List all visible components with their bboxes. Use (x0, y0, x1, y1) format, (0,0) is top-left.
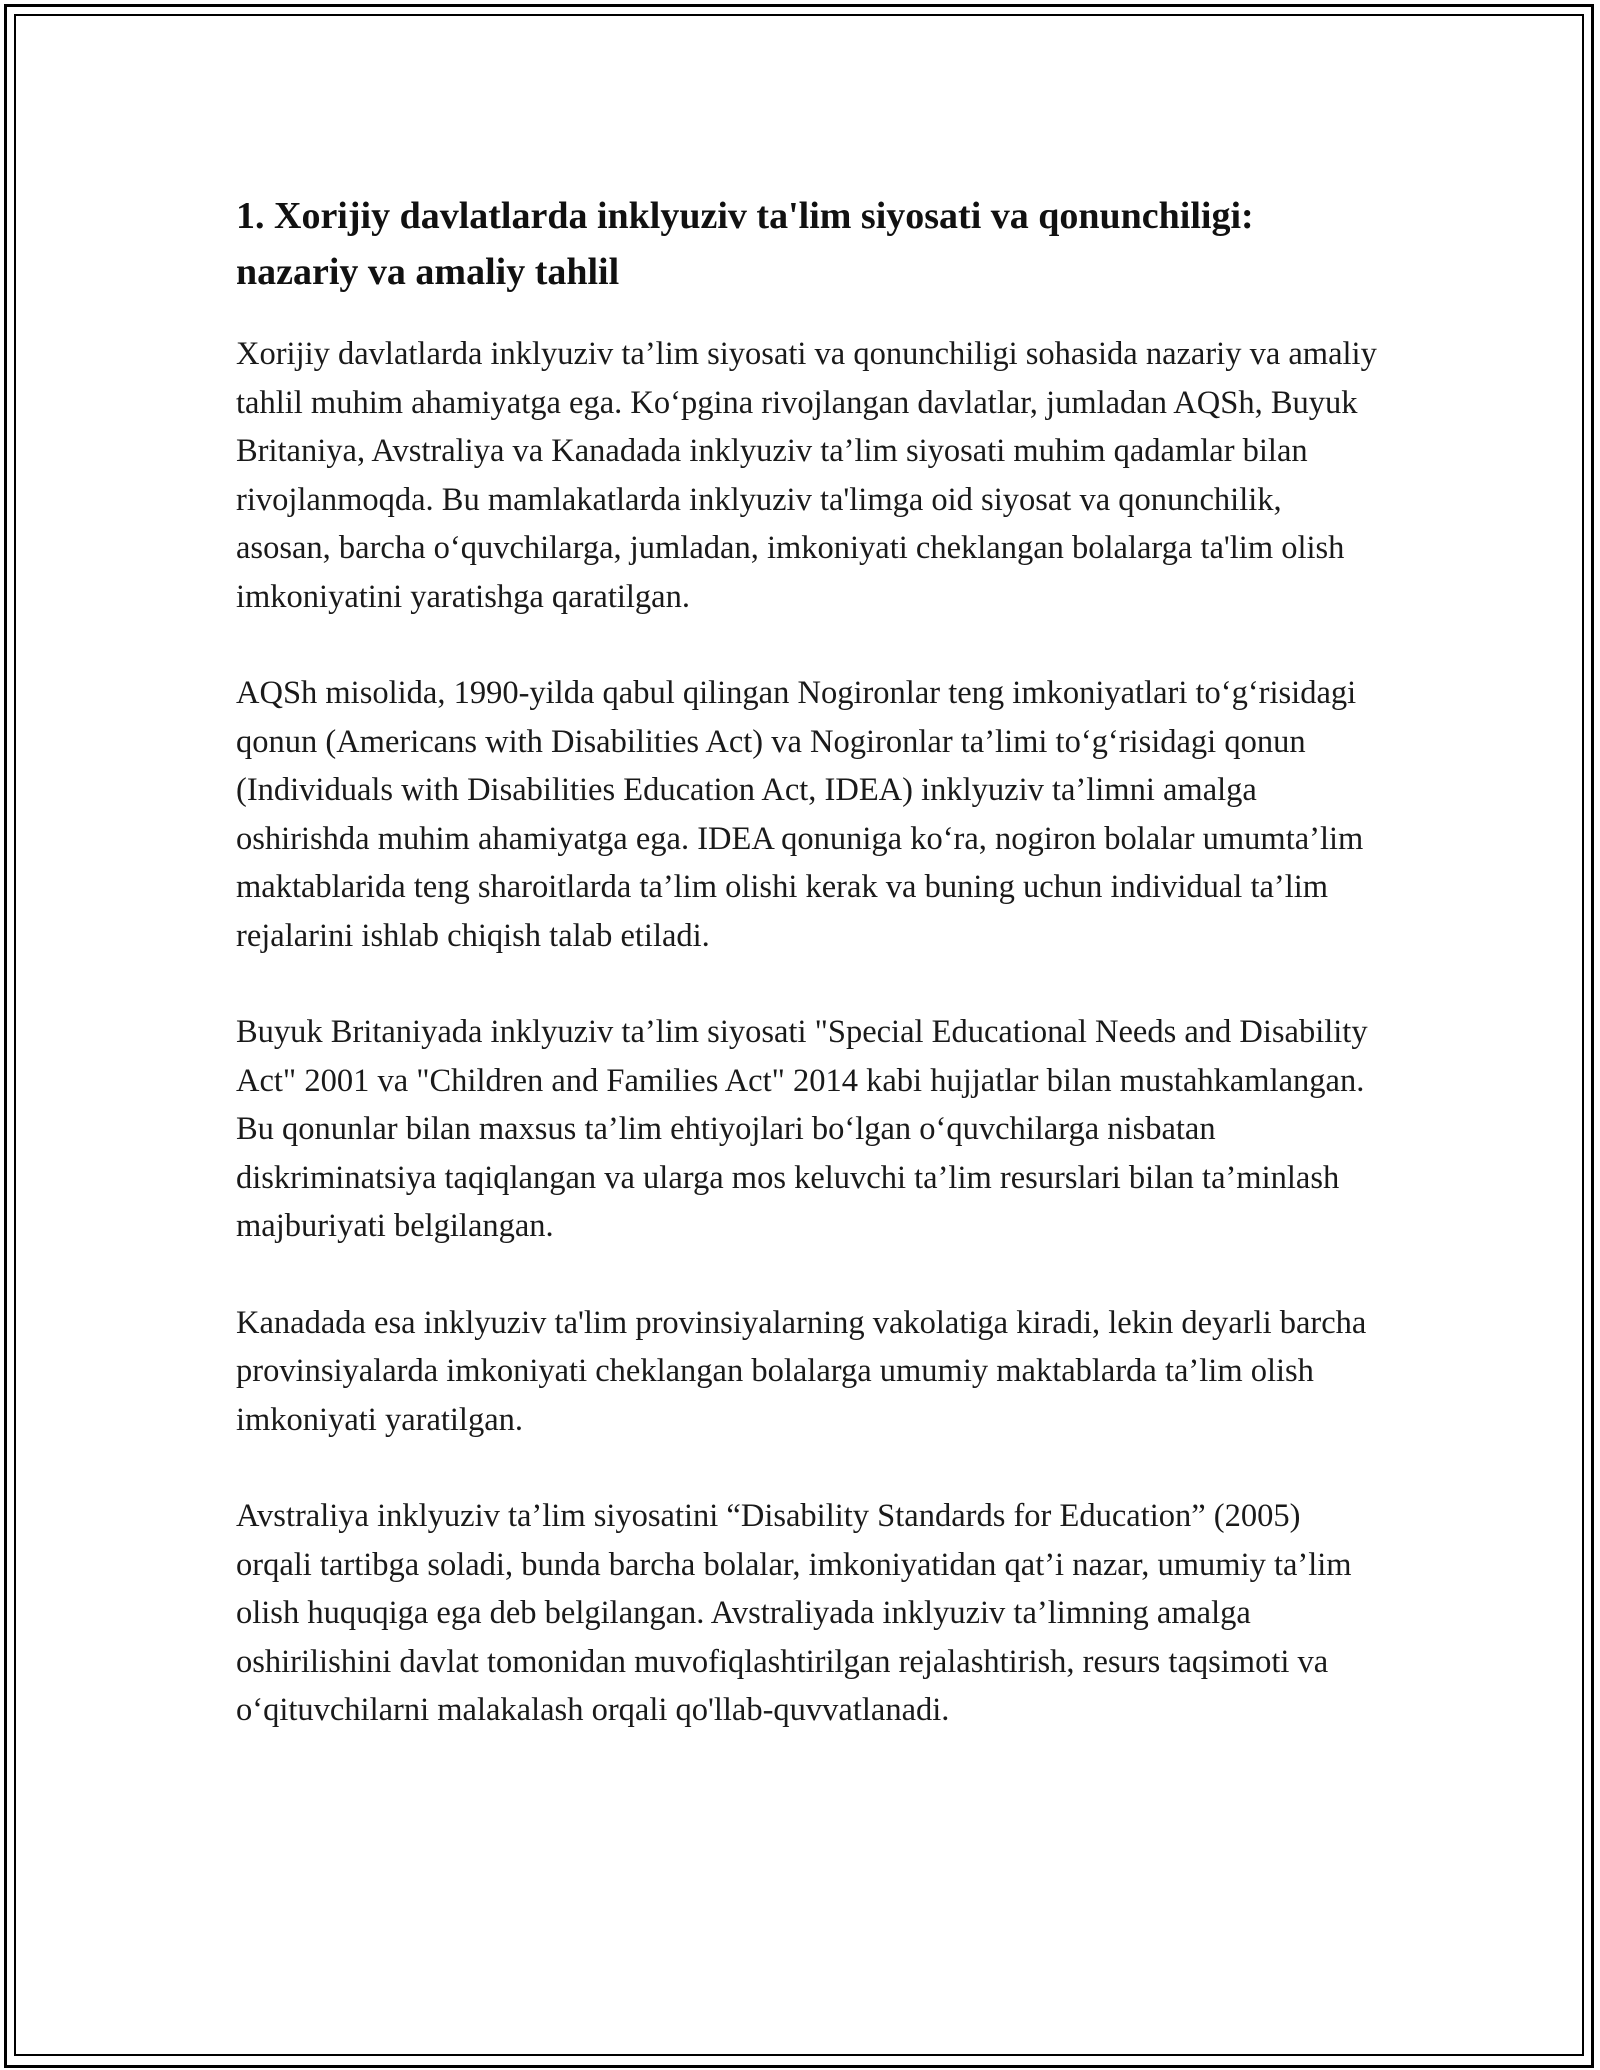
paragraph-intro: Xorijiy davlatlarda inklyuziv ta’lim siyosati va qonunchiligi sohasida nazariy va amaliy tahlil muhim ahamiyatga ega. Koʻpgina rivojlangan davlatlar, jumladan AQSh, Buyuk Britaniya, Avstraliya va Kanadada inklyuziv ta’lim siyosati muhim qadamlar bilan rivojlanmoqda. Bu mamlakatlarda inklyuziv ta'limga oid siyosat va qonunchilik, asosan, barcha oʻquvchilarga, jumladan, imkoniyati cheklangan bolalarga ta'lim olish imkoniyatini yaratishga qaratilgan. (236, 336, 1377, 615)
section-heading: 1. Xorijiy davlatlarda inklyuziv ta'lim siyosati va qonunchiligi: nazariy va amaliy tahlil (236, 195, 1254, 293)
paragraph-usa: AQSh misolida, 1990-yilda qabul qilingan Nogironlar teng imkoniyatlari toʻgʻrisidagi qonun (Americans with Disabilities Act) va Nogironlar ta’limi toʻgʻrisidagi qonun (Individuals with Disabilities Education Act, IDEA) inklyuziv ta’limni amalga oshirishda muhim ahamiyatga ega. IDEA qonuniga koʻra, nogiron bolalar umumta’lim maktablarida teng sharoitlarda ta’lim olishi kerak va buning uchun individual ta’lim rejalarini ishlab chiqish talab etiladi. (236, 675, 1364, 954)
paragraph-australia: Avstraliya inklyuziv ta’lim siyosatini “Disability Standards for Education” (2005) orqali tartibga soladi, bunda barcha bolalar, imkoniyatidan qat’i nazar, umumiy ta’lim olish huquqiga ega deb belgilangan. Avstraliyada inklyuziv ta’limning amalga oshirilishini davlat tomonidan muvofiqlashtirilgan rejalashtirish, resurs taqsimoti va oʻqituvchilarni malakalash orqali qo'llab-quvvatlanadi. (236, 1498, 1352, 1728)
document-body (236, 188, 1381, 1783)
paragraph-uk: Buyuk Britaniyada inklyuziv ta’lim siyosati "Special Educational Needs and Disability Act" 2001 va "Children and Families Act" 2014 kabi hujjatlar bilan mustahkamlangan. Bu qonunlar bilan maxsus ta’lim ehtiyojlari boʻlgan oʻquvchilarga nisbatan diskriminatsiya taqiqlangan va ularga mos keluvchi ta’lim resurslari bilan ta’minlash majburiyati belgilangan. (236, 1014, 1368, 1244)
paragraph-canada: Kanadada esa inklyuziv ta'lim provinsiyalarning vakolatiga kiradi, lekin deyarli barcha provinsiyalarda imkoniyati cheklangan bolalarga umumiy maktablarda ta’lim olish imkoniyati yaratilgan. (236, 1304, 1367, 1438)
